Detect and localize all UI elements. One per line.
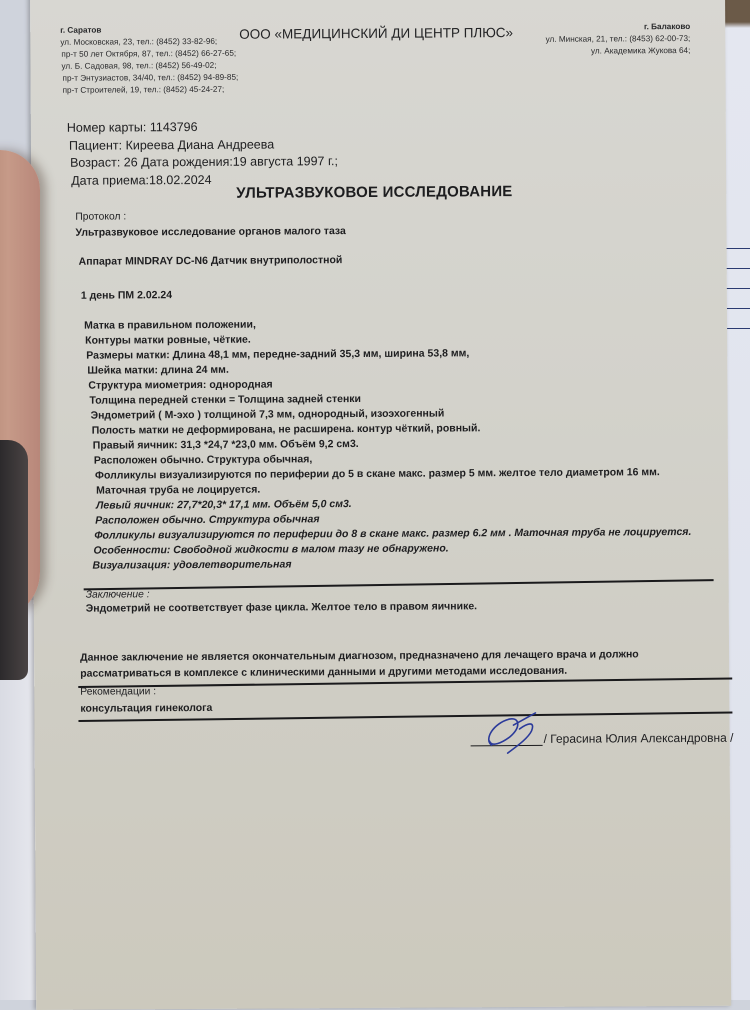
finding-line: Расположен обычно. Структура обычная, bbox=[93, 453, 313, 467]
background-rule bbox=[724, 328, 750, 329]
finding-line: Правый яичник: 31,3 *24,7 *23,0 мм. Объём 9,2 см3. bbox=[92, 438, 359, 452]
conclusion-label: Заключение : bbox=[85, 589, 150, 601]
background-rule bbox=[724, 288, 750, 289]
organization-name: ООО «МЕДИЦИНСКИЙ ДИ ЦЕНТР ПЛЮС» bbox=[239, 25, 514, 42]
patient-age-dob: Возраст: 26 Дата рождения:19 августа 1997 г.; bbox=[70, 154, 338, 170]
patient-info bbox=[67, 118, 338, 190]
divider-line bbox=[84, 579, 714, 590]
header-left bbox=[60, 24, 238, 97]
finding-line: Эндометрий ( М-эхо ) толщиной 7,3 мм, однородный, изоэхогенный bbox=[90, 407, 445, 422]
recommendations-text: консультация гинеколога bbox=[80, 701, 213, 715]
header-left-address: пр-т 50 лет Октября, 87, тел.: (8452) 66-27-65; bbox=[61, 48, 237, 59]
finding-line: Полость матки не деформирована, не расширена. контур чёткий, ровный. bbox=[91, 422, 481, 437]
finding-line: Структура миометрия: однородная bbox=[88, 378, 273, 392]
header-right-address: ул. Минская, 21, тел.: (8453) 62-00-73; bbox=[545, 33, 691, 44]
finding-line: Матка в правильном положении, bbox=[84, 318, 256, 332]
background-rule bbox=[724, 248, 750, 249]
study-name: Ультразвуковое исследование органов малого таза bbox=[75, 225, 346, 239]
disclaimer-line: рассматриваться в комплексе с клиническими данными и другими методами исследования. bbox=[80, 664, 568, 680]
recommendations-label: Рекомендации : bbox=[80, 686, 157, 698]
protocol-label: Протокол : bbox=[75, 211, 127, 223]
header-left-city: г. Саратов bbox=[60, 25, 102, 35]
conclusion-text: Эндометрий не соответствует фазе цикла. Желтое тело в правом яичнике. bbox=[85, 600, 478, 615]
header-right-city: г. Балаково bbox=[643, 21, 691, 32]
ultrasound-report-sheet bbox=[30, 0, 734, 1010]
finding-line: Маточная труба не лоцируется. bbox=[96, 483, 261, 497]
finding-line: Визуализация: удовлетворительная bbox=[92, 558, 292, 572]
document-title: УЛЬТРАЗВУКОВОЕ ИССЛЕДОВАНИЕ bbox=[236, 183, 513, 202]
patient-name: Пациент: Киреева Диана Андреева bbox=[68, 137, 275, 153]
finding-line: Особенности: Свободной жидкости в малом тазу не обнаружено. bbox=[93, 542, 449, 557]
finding-line: Контуры матки ровные, чёткие. bbox=[85, 333, 251, 347]
finding-line: Шейка матки: длина 24 мм. bbox=[87, 363, 229, 377]
sleeve-shadow bbox=[0, 440, 28, 680]
finding-line: Левый яичник: 27,7*20,3* 17,1 мм. Объём 5,0 см3. bbox=[96, 498, 352, 512]
background-rule bbox=[724, 268, 750, 269]
header-right bbox=[545, 21, 690, 58]
finding-line: Расположен обычно. Структура обычная bbox=[95, 513, 320, 527]
disclaimer-line: Данное заключение не является окончательным диагнозом, предназначено для лечащего врача и должно bbox=[80, 648, 639, 664]
finding-line: Размеры матки: Длина 48,1 мм, передне-задний 35,3 мм, ширина 53,8 мм, bbox=[86, 347, 470, 362]
header-left-address: ул. Б. Садовая, 98, тел.: (8452) 56-49-02; bbox=[61, 60, 217, 71]
visit-date: Дата приема:18.02.2024 bbox=[71, 172, 212, 188]
header-left-address: ул. Московская, 23, тел.: (8452) 33-82-96; bbox=[60, 36, 218, 47]
header-left-address: пр-т Энтузиастов, 34/40, тел.: (8452) 94-89-85; bbox=[62, 72, 239, 83]
header-right-address: ул. Академика Жукова 64; bbox=[590, 45, 691, 56]
finding-line: Толщина передней стенки = Толщина задней стенки bbox=[89, 392, 362, 407]
card-number: Номер карты: 1143796 bbox=[66, 119, 198, 135]
finding-line: Фолликулы визуализируются по периферии до 8 в скане макс. размер 6.2 мм . Маточная труба не лоцируется. bbox=[94, 525, 692, 542]
finding-line: Фолликулы визуализируются по периферии до 5 в скане макс. размер 5 мм. желтое тело диаметром 16 мм. bbox=[94, 466, 660, 482]
doctor-name: / Герасина Юлия Александровна / bbox=[543, 730, 734, 746]
device-info: Аппарат MINDRAY DC-N6 Датчик внутриполостной bbox=[78, 254, 343, 268]
background-rule bbox=[724, 308, 750, 309]
cycle-day: 1 день ПМ 2.02.24 bbox=[80, 289, 173, 302]
header-left-address: пр-т Строителей, 19, тел.: (8452) 45-24-27; bbox=[62, 84, 225, 95]
